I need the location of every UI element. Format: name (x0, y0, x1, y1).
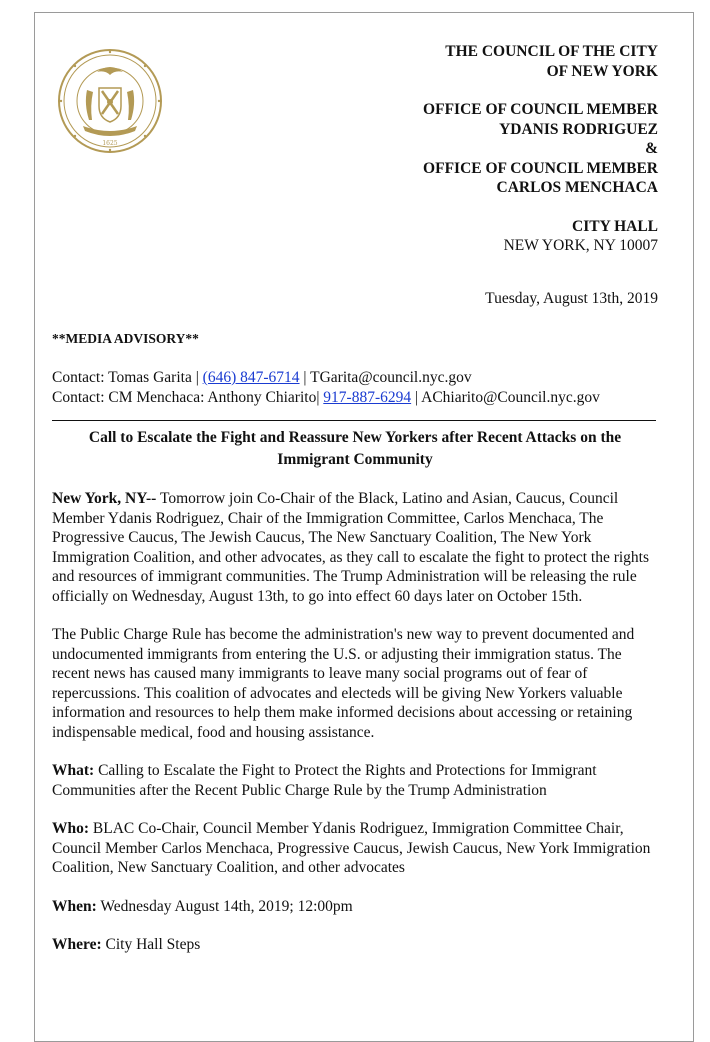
contact-2-email: | AChiarito@Council.nyc.gov (411, 388, 600, 406)
divider (52, 420, 656, 421)
contact-1-phone-link[interactable]: (646) 847-6714 (202, 369, 300, 386)
office2-line-2: CARLOS MENCHACA (496, 179, 658, 196)
public-charge-paragraph: The Public Charge Rule has become the administration's new way to prevent documented and undocumented immigrants from entering the U.S. or adjusting their immigration status. The recent news has caused many immigrants to leave many social programs out of fear of repercussions. This coalition of advocates and electeds will be giving New Yorkers valuable information and resources to help them make informed decisions about accessing or retaining indispensable medical, food and housing assistance. (52, 626, 635, 741)
ampersand: & (645, 140, 658, 157)
seal-year: 1625 (102, 140, 118, 147)
council-line-2: OF NEW YORK (546, 62, 658, 80)
where-text: City Hall Steps (101, 936, 201, 953)
who-paragraph (52, 819, 662, 878)
what-text: Calling to Escalate the Fight to Protect the Rights and Protections for Immigrant Communities after the Recent Public Charge Rule by the Trump Administration (52, 762, 597, 799)
council-line-1: THE COUNCIL OF THE CITY (445, 43, 658, 60)
who-text: BLAC Co-Chair, Council Member Ydanis Rodriguez, Immigration Committee Chair, Council Member Carlos Menchaca, Progressive Caucus, Jewish Caucus, New York Immigration Coalition, New Sanctuary Coalition, and other advocates (52, 820, 651, 876)
contact-1-email: | TGarita@council.nyc.gov (299, 369, 472, 386)
city-seal-logo (57, 48, 163, 154)
who-label: Who: (52, 820, 90, 837)
office1-line-2: YDANIS RODRIGUEZ (499, 120, 658, 138)
contact-line-1 (52, 368, 600, 388)
when-text: Wednesday August 14th, 2019; 12:00pm (96, 897, 353, 915)
media-advisory-label: **MEDIA ADVISORY** (52, 331, 199, 346)
contact-1-prefix: Contact: Tomas Garita | (52, 369, 203, 386)
what-paragraph (52, 761, 662, 800)
intro-paragraph (52, 489, 662, 606)
advisory-body (52, 489, 662, 974)
city-hall: CITY HALL (572, 217, 658, 235)
contact-2-prefix: Contact: CM Menchaca: Anthony Chiarito| (52, 388, 324, 406)
letterhead (298, 42, 658, 256)
contact-2-phone-link[interactable]: 917-887-6294 (323, 388, 412, 406)
office1-line-1: OFFICE OF COUNCIL MEMBER (423, 101, 658, 118)
where-paragraph (52, 935, 662, 955)
when-label: When: (52, 897, 97, 915)
contacts (52, 368, 600, 407)
advisory-date: Tuesday, August 13th, 2019 (485, 290, 658, 307)
what-label: What: (52, 762, 95, 779)
when-paragraph (52, 897, 662, 917)
where-label: Where: (52, 936, 102, 953)
address: NEW YORK, NY 10007 (503, 237, 658, 254)
dateline: New York, NY-- (52, 490, 157, 507)
office2-line-1: OFFICE OF COUNCIL MEMBER (423, 159, 658, 177)
intro-text: Tomorrow join Co-Chair of the Black, Latino and Asian, Caucus, Council Member Ydanis Rodriguez, Chair of the Immigration Committee, Carlos Menchaca, The Progressive Caucus, The Jewish Caucus, The New Sanctuary Coalition, The New York Immigration Coalition, and other advocates, as they call to escalate the fight to protect the rights and resources of immigrant communities. The Trump Administration will be releasing the rule officially on Wednesday, August 13th, to go into effect 60 days later on October 15th. (52, 490, 649, 605)
headline: Call to Escalate the Fight and Reassure New Yorkers after Recent Attacks on the Immigrant Community (88, 429, 622, 468)
contact-line-2 (52, 388, 600, 408)
